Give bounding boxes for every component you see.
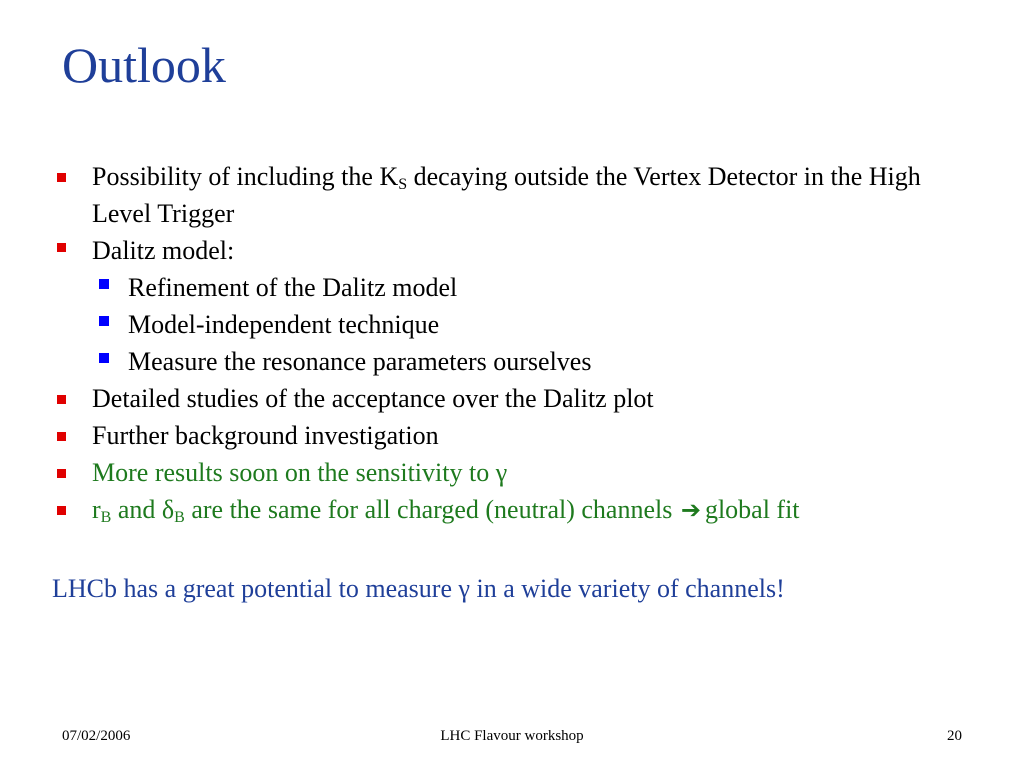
list-item	[52, 306, 982, 343]
list-item-text: Refinement of the Dalitz model	[128, 273, 458, 302]
list-item-text: More results soon on the sensitivity to γ	[92, 458, 508, 487]
list-item-text: and	[111, 495, 162, 524]
list-item-text: Detailed studies of the acceptance over the Dalitz plot	[92, 384, 654, 413]
list-item-text: Model-independent technique	[128, 310, 440, 339]
page-number: 20	[947, 728, 962, 744]
conclusion-text: LHCb has a great potential to measure γ in a wide variety of channels!	[52, 574, 785, 603]
square-bullet-icon	[57, 395, 66, 404]
bullet-list	[52, 158, 982, 529]
footer-title: LHC Flavour workshop	[440, 728, 584, 744]
list-item	[52, 158, 982, 232]
list-item-text: Further background investigation	[92, 421, 439, 450]
list-item-text: are the same for all charged (neutral) channels	[184, 495, 679, 524]
list-item-text: r	[92, 495, 101, 524]
list-item-text: Dalitz model:	[92, 236, 235, 265]
list-item	[52, 417, 982, 454]
square-bullet-icon	[57, 469, 66, 478]
right-arrow-icon: ➔	[680, 496, 701, 524]
list-item-text: δ	[161, 495, 175, 524]
list-item-text: decaying outside the Vertex Detector in the High Level Trigger	[92, 162, 921, 228]
subscript: B	[174, 509, 185, 526]
square-bullet-icon	[57, 432, 66, 441]
list-item	[52, 454, 982, 491]
square-bullet-icon	[57, 506, 66, 515]
list-item	[52, 380, 982, 417]
subscript: S	[398, 176, 408, 193]
subscript: B	[100, 509, 112, 526]
square-bullet-icon	[99, 353, 109, 363]
list-item-text: Measure the resonance parameters ourselves	[128, 347, 592, 376]
square-bullet-icon	[99, 279, 109, 289]
list-item	[52, 269, 982, 306]
list-item-text: Possibility of including the K	[92, 162, 399, 191]
list-item	[52, 232, 982, 269]
square-bullet-icon	[57, 173, 66, 182]
list-item	[52, 343, 982, 380]
list-item-text: global fit	[704, 495, 800, 524]
square-bullet-icon	[99, 316, 109, 326]
list-item	[52, 491, 982, 529]
slide-title: Outlook	[62, 37, 226, 93]
square-bullet-icon	[57, 243, 66, 252]
footer-date: 07/02/2006	[62, 728, 131, 744]
